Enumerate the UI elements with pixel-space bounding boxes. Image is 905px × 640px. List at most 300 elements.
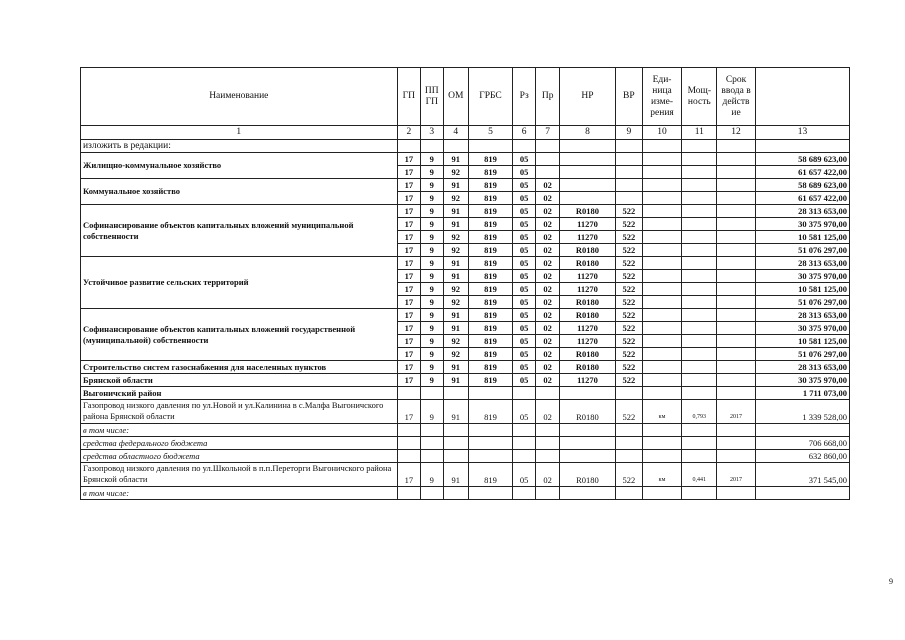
empty-cell [616, 450, 643, 463]
grbs-cell: 819 [469, 166, 513, 179]
capacity-cell [682, 179, 717, 192]
empty-cell [469, 140, 513, 153]
term-cell [717, 231, 756, 244]
om-cell: 92 [443, 166, 469, 179]
empty-cell [559, 450, 615, 463]
empty-cell [536, 437, 559, 450]
grbs-cell: 819 [469, 309, 513, 322]
table-row [81, 361, 850, 374]
rz-cell: 05 [512, 361, 535, 374]
table-row [81, 374, 850, 387]
term-cell [717, 309, 756, 322]
amount-cell: 10 581 125,00 [755, 335, 849, 348]
empty-cell [443, 437, 469, 450]
vr-cell [616, 166, 643, 179]
empty-cell [717, 140, 756, 153]
pp-gp-cell: 9 [421, 400, 443, 424]
empty-cell [616, 140, 643, 153]
grbs-cell: 819 [469, 179, 513, 192]
including-row [81, 487, 850, 500]
empty-cell [536, 487, 559, 500]
row-name: Брянской области [81, 374, 398, 387]
empty-cell [559, 437, 615, 450]
pr-cell: 02 [536, 309, 559, 322]
column-number-cell: 4 [443, 126, 469, 140]
nr-cell: 11270 [559, 283, 615, 296]
including-row [81, 424, 850, 437]
amount-cell: 51 076 297,00 [755, 348, 849, 361]
pr-cell: 02 [536, 283, 559, 296]
pp-gp-cell: 9 [421, 153, 443, 166]
vr-cell: 522 [616, 361, 643, 374]
vr-cell: 522 [616, 309, 643, 322]
pr-cell: 02 [536, 374, 559, 387]
note-text: изложить в редакции: [81, 140, 398, 153]
gp-cell: 17 [397, 179, 420, 192]
om-cell: 92 [443, 231, 469, 244]
gp-cell: 17 [397, 218, 420, 231]
rz-cell: 05 [512, 192, 535, 205]
gp-cell: 17 [397, 270, 420, 283]
capacity-cell [682, 231, 717, 244]
grbs-cell: 819 [469, 348, 513, 361]
grbs-cell: 819 [469, 374, 513, 387]
unit-cell [642, 348, 682, 361]
empty-cell [616, 437, 643, 450]
om-cell: 91 [443, 270, 469, 283]
amount-cell: 61 657 422,00 [755, 166, 849, 179]
amount-cell: 30 375 970,00 [755, 218, 849, 231]
pr-cell [536, 166, 559, 179]
capacity-cell [682, 270, 717, 283]
empty-cell [421, 487, 443, 500]
header-cell: Срок ввода в действ ие [717, 68, 756, 126]
rz-cell: 05 [512, 205, 535, 218]
rz-cell: 05 [512, 270, 535, 283]
pr-cell: 02 [536, 192, 559, 205]
nr-cell [559, 192, 615, 205]
gp-cell: 17 [397, 296, 420, 309]
rz-cell: 05 [512, 322, 535, 335]
rz-cell: 05 [512, 166, 535, 179]
amount-cell: 30 375 970,00 [755, 322, 849, 335]
unit-cell [642, 192, 682, 205]
om-cell: 91 [443, 374, 469, 387]
term-cell [717, 361, 756, 374]
empty-cell [397, 450, 420, 463]
gp-cell: 17 [397, 205, 420, 218]
rz-cell: 05 [512, 374, 535, 387]
capacity-cell [682, 348, 717, 361]
empty-cell [443, 424, 469, 437]
column-number-cell: 8 [559, 126, 615, 140]
nr-cell: 11270 [559, 335, 615, 348]
column-number-row [81, 126, 850, 140]
grbs-cell: 819 [469, 153, 513, 166]
amount-cell: 61 657 422,00 [755, 192, 849, 205]
empty-cell [421, 437, 443, 450]
header-cell: ПП ГП [421, 68, 443, 126]
capacity-cell [682, 322, 717, 335]
empty-cell [421, 450, 443, 463]
nr-cell: R0180 [559, 309, 615, 322]
empty-cell [512, 424, 535, 437]
grbs-cell: 819 [469, 463, 513, 487]
nr-cell [559, 166, 615, 179]
empty-cell [642, 424, 682, 437]
unit-cell [642, 205, 682, 218]
funding-source-value: 632 860,00 [755, 450, 849, 463]
row-name: Строительство систем газоснабжения для населенных пунктов [81, 361, 398, 374]
object-name: Газопровод низкого давления по ул.Школьной в п.п.Переторги Выгоничского района Брянской области [81, 463, 398, 487]
vr-cell [616, 153, 643, 166]
amount-cell: 10 581 125,00 [755, 283, 849, 296]
vr-cell: 522 [616, 296, 643, 309]
empty-cell [397, 487, 420, 500]
funding-source-value: 706 668,00 [755, 437, 849, 450]
rz-cell: 05 [512, 153, 535, 166]
term-cell [717, 348, 756, 361]
empty-cell [512, 487, 535, 500]
term-cell: 2017 [717, 463, 756, 487]
pp-gp-cell: 9 [421, 218, 443, 231]
column-number-cell: 5 [469, 126, 513, 140]
pp-gp-cell: 9 [421, 231, 443, 244]
om-cell: 91 [443, 218, 469, 231]
pp-gp-cell: 9 [421, 283, 443, 296]
header-cell: Пр [536, 68, 559, 126]
empty-cell [469, 437, 513, 450]
term-cell [717, 270, 756, 283]
nr-cell: R0180 [559, 463, 615, 487]
table-row [81, 205, 850, 218]
om-cell: 92 [443, 348, 469, 361]
om-cell: 92 [443, 244, 469, 257]
term-cell [717, 205, 756, 218]
gp-cell: 17 [397, 231, 420, 244]
grbs-cell: 819 [469, 218, 513, 231]
amount-cell: 28 313 653,00 [755, 361, 849, 374]
empty-cell [536, 140, 559, 153]
capacity-cell [682, 283, 717, 296]
grbs-cell: 819 [469, 335, 513, 348]
budget-table [80, 67, 850, 500]
nr-cell: R0180 [559, 296, 615, 309]
term-cell [717, 322, 756, 335]
capacity-cell [682, 374, 717, 387]
funding-source-name: средства федерального бюджета [81, 437, 398, 450]
unit-cell [642, 283, 682, 296]
empty-cell [755, 424, 849, 437]
empty-cell [469, 387, 513, 400]
unit-cell [642, 179, 682, 192]
empty-cell [717, 437, 756, 450]
vr-cell: 522 [616, 374, 643, 387]
grbs-cell: 819 [469, 400, 513, 424]
grbs-cell: 819 [469, 192, 513, 205]
nr-cell: 11270 [559, 374, 615, 387]
pr-cell [536, 153, 559, 166]
pr-cell: 02 [536, 270, 559, 283]
unit-cell: км [642, 400, 682, 424]
term-cell [717, 244, 756, 257]
capacity-cell [682, 192, 717, 205]
unit-cell [642, 153, 682, 166]
capacity-cell [682, 205, 717, 218]
row-name: Софинансирование объектов капитальных вложений государственной (муниципальной) собственности [81, 309, 398, 361]
unit-cell [642, 361, 682, 374]
empty-cell [469, 450, 513, 463]
object-row [81, 463, 850, 487]
vr-cell: 522 [616, 244, 643, 257]
unit-cell [642, 218, 682, 231]
pp-gp-cell: 9 [421, 166, 443, 179]
rz-cell: 05 [512, 244, 535, 257]
empty-cell [536, 450, 559, 463]
capacity-cell [682, 335, 717, 348]
empty-cell [755, 140, 849, 153]
amount-cell: 58 689 623,00 [755, 153, 849, 166]
pp-gp-cell: 9 [421, 244, 443, 257]
unit-cell [642, 322, 682, 335]
unit-cell [642, 231, 682, 244]
object-name: Газопровод низкого давления по ул.Новой и ул.Калинина в с.Малфа Выгоничского района Брянской области [81, 400, 398, 424]
capacity-cell: 0,793 [682, 400, 717, 424]
vr-cell: 522 [616, 463, 643, 487]
nr-cell [559, 153, 615, 166]
unit-cell [642, 309, 682, 322]
empty-cell [717, 450, 756, 463]
vr-cell: 522 [616, 270, 643, 283]
om-cell: 91 [443, 309, 469, 322]
funding-source-row [81, 437, 850, 450]
empty-cell [397, 424, 420, 437]
header-cell: ОМ [443, 68, 469, 126]
pr-cell: 02 [536, 322, 559, 335]
empty-cell [512, 450, 535, 463]
unit-cell [642, 335, 682, 348]
unit-cell [642, 374, 682, 387]
pp-gp-cell: 9 [421, 309, 443, 322]
nr-cell: 11270 [559, 218, 615, 231]
om-cell: 92 [443, 192, 469, 205]
empty-cell [642, 140, 682, 153]
unit-cell [642, 257, 682, 270]
pp-gp-cell: 9 [421, 322, 443, 335]
nr-cell: R0180 [559, 348, 615, 361]
om-cell: 91 [443, 322, 469, 335]
pp-gp-cell: 9 [421, 361, 443, 374]
term-cell: 2017 [717, 400, 756, 424]
object-row [81, 400, 850, 424]
row-name: Жилищно-коммунальное хозяйство [81, 153, 398, 179]
grbs-cell: 819 [469, 283, 513, 296]
unit-cell [642, 244, 682, 257]
header-cell: НР [559, 68, 615, 126]
column-number-cell: 1 [81, 126, 398, 140]
grbs-cell: 819 [469, 257, 513, 270]
header-cell [755, 68, 849, 126]
unit-cell [642, 296, 682, 309]
funding-source-row [81, 450, 850, 463]
empty-cell [397, 387, 420, 400]
pr-cell: 02 [536, 218, 559, 231]
capacity-cell [682, 361, 717, 374]
capacity-cell: 0,441 [682, 463, 717, 487]
rz-cell: 05 [512, 231, 535, 244]
gp-cell: 17 [397, 463, 420, 487]
pr-cell: 02 [536, 348, 559, 361]
nr-cell: 11270 [559, 231, 615, 244]
unit-cell [642, 166, 682, 179]
row-name: Устойчивое развитие сельских территорий [81, 257, 398, 309]
rz-cell: 05 [512, 257, 535, 270]
pr-cell: 02 [536, 205, 559, 218]
term-cell [717, 179, 756, 192]
om-cell: 92 [443, 296, 469, 309]
gp-cell: 17 [397, 400, 420, 424]
capacity-cell [682, 257, 717, 270]
empty-cell [559, 140, 615, 153]
including-label: в том числе: [81, 487, 398, 500]
gp-cell: 17 [397, 192, 420, 205]
om-cell: 91 [443, 400, 469, 424]
unit-cell: км [642, 463, 682, 487]
amount-cell: 28 313 653,00 [755, 205, 849, 218]
term-cell [717, 374, 756, 387]
empty-cell [559, 387, 615, 400]
vr-cell: 522 [616, 400, 643, 424]
vr-cell: 522 [616, 257, 643, 270]
empty-cell [642, 487, 682, 500]
empty-cell [443, 140, 469, 153]
empty-cell [397, 140, 420, 153]
header-cell: ВР [616, 68, 643, 126]
pr-cell: 02 [536, 361, 559, 374]
empty-cell [682, 387, 717, 400]
term-cell [717, 153, 756, 166]
vr-cell: 522 [616, 205, 643, 218]
empty-cell [755, 487, 849, 500]
rz-cell: 05 [512, 463, 535, 487]
column-number-cell: 3 [421, 126, 443, 140]
vr-cell: 522 [616, 283, 643, 296]
gp-cell: 17 [397, 244, 420, 257]
capacity-cell [682, 296, 717, 309]
amount-cell: 51 076 297,00 [755, 296, 849, 309]
nr-cell: 11270 [559, 270, 615, 283]
nr-cell: R0180 [559, 361, 615, 374]
om-cell: 92 [443, 335, 469, 348]
om-cell: 92 [443, 283, 469, 296]
grbs-cell: 819 [469, 296, 513, 309]
empty-cell [421, 387, 443, 400]
gp-cell: 17 [397, 166, 420, 179]
empty-cell [443, 487, 469, 500]
pp-gp-cell: 9 [421, 374, 443, 387]
rz-cell: 05 [512, 283, 535, 296]
grbs-cell: 819 [469, 231, 513, 244]
gp-cell: 17 [397, 374, 420, 387]
column-number-cell: 7 [536, 126, 559, 140]
vr-cell: 522 [616, 348, 643, 361]
capacity-cell [682, 166, 717, 179]
page-number: 9 [889, 577, 893, 586]
pp-gp-cell: 9 [421, 270, 443, 283]
empty-cell [642, 450, 682, 463]
empty-cell [559, 424, 615, 437]
header-cell: Наименование [81, 68, 398, 126]
rz-cell: 05 [512, 309, 535, 322]
header-row [81, 68, 850, 126]
amount-cell: 51 076 297,00 [755, 244, 849, 257]
pp-gp-cell: 9 [421, 257, 443, 270]
om-cell: 91 [443, 257, 469, 270]
pr-cell: 02 [536, 400, 559, 424]
om-cell: 91 [443, 179, 469, 192]
rz-cell: 05 [512, 400, 535, 424]
nr-cell: R0180 [559, 400, 615, 424]
term-cell [717, 283, 756, 296]
district-name: Выгоничский район [81, 387, 398, 400]
header-cell: ГП [397, 68, 420, 126]
nr-cell: R0180 [559, 244, 615, 257]
gp-cell: 17 [397, 335, 420, 348]
om-cell: 91 [443, 361, 469, 374]
amount-cell: 371 545,00 [755, 463, 849, 487]
empty-cell [469, 487, 513, 500]
empty-cell [512, 387, 535, 400]
term-cell [717, 218, 756, 231]
pp-gp-cell: 9 [421, 179, 443, 192]
header-cell: Еди-ница изме-рения [642, 68, 682, 126]
empty-cell [512, 140, 535, 153]
table-row [81, 153, 850, 166]
empty-cell [682, 424, 717, 437]
empty-cell [443, 450, 469, 463]
note-row [81, 140, 850, 153]
empty-cell [397, 437, 420, 450]
empty-cell [642, 437, 682, 450]
pp-gp-cell: 9 [421, 205, 443, 218]
empty-cell [616, 387, 643, 400]
empty-cell [469, 424, 513, 437]
gp-cell: 17 [397, 348, 420, 361]
pr-cell: 02 [536, 231, 559, 244]
table-row [81, 179, 850, 192]
rz-cell: 05 [512, 335, 535, 348]
grbs-cell: 819 [469, 270, 513, 283]
district-total: 1 711 073,00 [755, 387, 849, 400]
empty-cell [559, 487, 615, 500]
empty-cell [443, 387, 469, 400]
unit-cell [642, 270, 682, 283]
empty-cell [536, 387, 559, 400]
row-name: Софинансирование объектов капитальных вложений муниципальной собственности [81, 205, 398, 257]
om-cell: 91 [443, 205, 469, 218]
empty-cell [512, 437, 535, 450]
pp-gp-cell: 9 [421, 463, 443, 487]
pr-cell: 02 [536, 463, 559, 487]
vr-cell: 522 [616, 322, 643, 335]
capacity-cell [682, 153, 717, 166]
pr-cell: 02 [536, 257, 559, 270]
pr-cell: 02 [536, 179, 559, 192]
column-number-cell: 6 [512, 126, 535, 140]
term-cell [717, 296, 756, 309]
vr-cell [616, 192, 643, 205]
term-cell [717, 166, 756, 179]
